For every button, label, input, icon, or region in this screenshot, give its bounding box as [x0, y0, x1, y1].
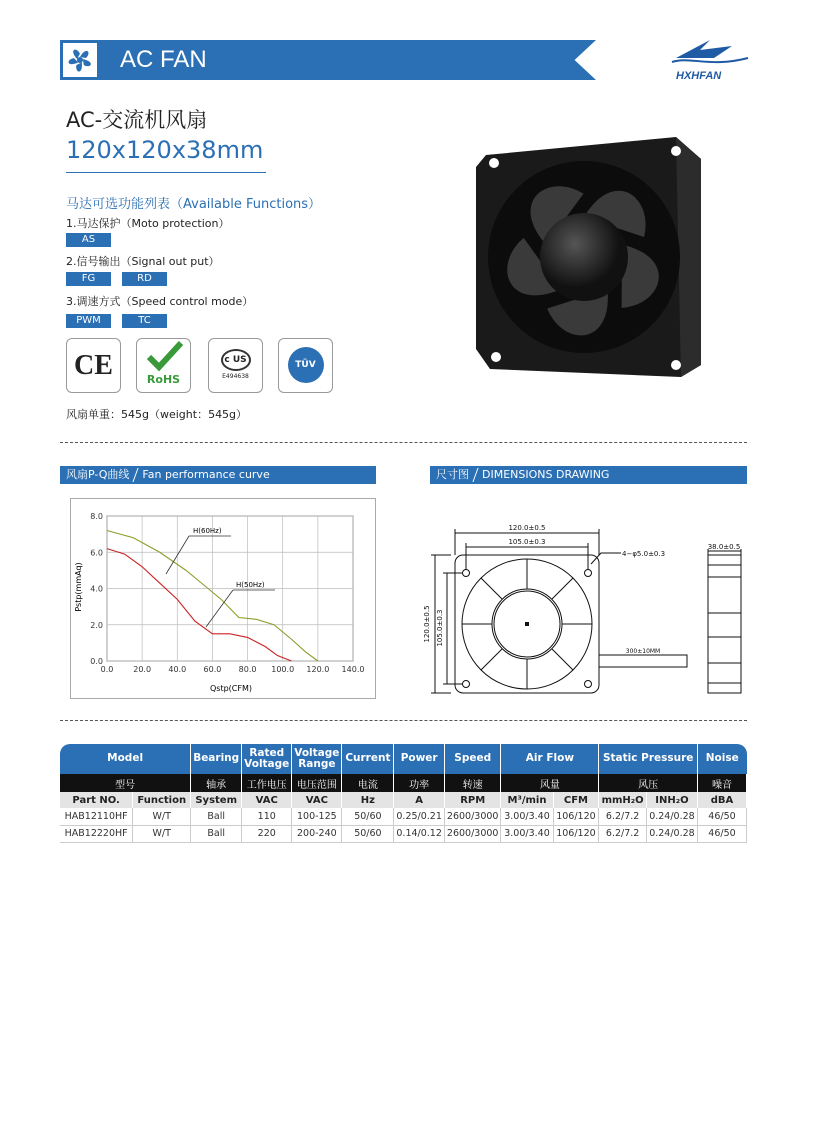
product-title: AC-交流机风扇: [66, 108, 208, 132]
th-cn-model: 型号: [60, 774, 191, 792]
dim-hole-pitch: 105.0±0.3: [508, 538, 546, 546]
functions-heading: 马达可选功能列表（Available Functions）: [66, 197, 322, 212]
table-cell: 106/120: [553, 808, 599, 825]
table-cell: W/T: [133, 808, 191, 825]
dim-height-pitch: 105.0±0.3: [436, 609, 444, 647]
table-cell: HAB12110HF: [60, 808, 133, 825]
table-header-cn-row: [60, 774, 747, 792]
th-cn-air-flow: 风量: [501, 774, 599, 792]
dims-section-en: DIMENSIONS DRAWING: [482, 468, 610, 481]
ce-mark-icon: [66, 338, 121, 393]
banner-title: AC FAN: [120, 46, 207, 73]
y-tick-label: 0.0: [90, 657, 103, 666]
th-air-flow: Air Flow: [501, 744, 599, 774]
product-size: 120x120x38mm: [66, 136, 264, 164]
section-divider-top: [60, 442, 747, 443]
table-units-row: [60, 792, 747, 808]
function-label-signal: 2.信号输出（Signal out put）: [66, 255, 220, 268]
x-tick-label: 0.0: [100, 665, 114, 674]
th-cn-speed: 转速: [444, 774, 501, 792]
table-cell: 3.00/3.40: [501, 825, 553, 842]
unit-part-no: Part NO.: [60, 792, 133, 808]
table-cell: 3.00/3.40: [501, 808, 553, 825]
fan-weight: 风扇单重：545g（weight：545g）: [66, 408, 248, 421]
ul-mark-text: c US: [221, 349, 251, 371]
fan-product-image: [476, 137, 701, 377]
y-tick-label: 2.0: [90, 620, 103, 630]
th-speed: Speed: [444, 744, 501, 774]
table-cell: 0.24/0.28: [646, 825, 697, 842]
dims-section-cn: 尺寸图: [436, 468, 469, 481]
table-cell: 100-125: [292, 808, 342, 825]
y-tick-label: 8.0: [90, 512, 103, 521]
th-voltage-range: Voltage Range: [292, 744, 342, 774]
unit-rated-vac: VAC: [242, 792, 292, 808]
unit-rpm: RPM: [444, 792, 501, 808]
table-header-row: [60, 744, 747, 774]
table-cell: 0.14/0.12: [394, 825, 445, 842]
table-cell: 220: [242, 825, 292, 842]
tuv-mark-icon: [278, 338, 333, 393]
table-cell: 2600/3000: [444, 825, 501, 842]
table-cell: W/T: [133, 825, 191, 842]
th-cn-noise: 噪音: [698, 774, 747, 792]
th-static-pressure: Static Pressure: [599, 744, 698, 774]
dim-cable: 300±10MM: [625, 648, 661, 655]
unit-dba: dBA: [698, 792, 747, 808]
unit-amp: A: [394, 792, 445, 808]
table-cell: 110: [242, 808, 292, 825]
rohs-mark-icon: [136, 338, 191, 393]
section-divider-bottom: [60, 720, 747, 721]
th-noise: Noise: [698, 744, 747, 774]
pq-chart-svg: [71, 499, 375, 698]
table-cell: 0.24/0.28: [646, 808, 697, 825]
th-cn-rated-voltage: 工作电压: [242, 774, 292, 792]
unit-function: Function: [133, 792, 191, 808]
x-tick-label: 80.0: [238, 665, 257, 674]
unit-system: System: [191, 792, 242, 808]
brand-name: HXHFAN: [676, 70, 722, 82]
x-tick-label: 100.0: [271, 665, 295, 674]
perf-section-en: Fan performance curve: [142, 468, 270, 481]
table-cell: 106/120: [553, 825, 599, 842]
dim-overall-height: 120.0±0.5: [423, 605, 431, 643]
table-cell: Ball: [191, 808, 242, 825]
table-cell: 46/50: [698, 825, 747, 842]
hub-center-mark: [525, 622, 529, 626]
unit-inh2o: INH₂O: [646, 792, 697, 808]
perf-section-cn: 风扇P-Q曲线: [66, 468, 130, 481]
unit-m3min: M³/min: [501, 792, 553, 808]
function-tag-as: AS: [66, 233, 111, 247]
th-bearing: Bearing: [191, 744, 242, 774]
function-tag-fg: FG: [66, 272, 111, 286]
th-power: Power: [394, 744, 445, 774]
table-cell: 50/60: [342, 825, 394, 842]
title-divider: [66, 172, 266, 173]
table-cell: 50/60: [342, 808, 394, 825]
table-cell: 0.25/0.21: [394, 808, 445, 825]
function-tag-pwm: PWM: [66, 314, 111, 328]
function-label-protection: 1.马达保护（Moto protection）: [66, 217, 230, 230]
dim-holes: 4−φ5.0±0.3: [622, 550, 666, 558]
table-cell: 46/50: [698, 808, 747, 825]
dims-section-header: [430, 466, 747, 484]
ul-mark-code: E494638: [222, 373, 249, 380]
x-tick-label: 40.0: [168, 665, 187, 674]
y-tick-label: 6.0: [90, 548, 103, 558]
dim-overall-width: 120.0±0.5: [508, 524, 546, 532]
chart-ylabel: Pstp(mmAq): [74, 562, 83, 612]
annotation-50hz-pointer: [206, 590, 233, 627]
th-cn-voltage-range: 电压范围: [292, 774, 342, 792]
pq-chart: [70, 498, 376, 699]
x-tick-label: 20.0: [133, 665, 152, 674]
table-row: [60, 825, 747, 842]
series-label-50hz: H(50Hz): [236, 581, 265, 589]
th-cn-current: 电流: [342, 774, 394, 792]
function-label-speed: 3.调速方式（Speed control mode）: [66, 295, 254, 308]
chart-xlabel: Qstp(CFM): [209, 684, 253, 693]
fan-logo-icon: [60, 40, 100, 80]
unit-cfm: CFM: [553, 792, 599, 808]
series-line-1: [107, 549, 292, 661]
table-cell: 2600/3000: [444, 808, 501, 825]
function-tag-rd: RD: [122, 272, 167, 286]
x-tick-label: 140.0: [341, 665, 365, 674]
table-row: [60, 808, 747, 825]
table-cell: 200-240: [292, 825, 342, 842]
dim-depth: 38.0±0.5: [707, 543, 741, 551]
th-cn-static-pressure: 风压: [599, 774, 698, 792]
ce-mark-text: CE: [74, 350, 113, 381]
y-tick-label: 4.0: [90, 584, 103, 594]
unit-mmh2o: mmH₂O: [599, 792, 647, 808]
dimensions-drawing: [415, 515, 755, 707]
x-tick-label: 60.0: [203, 665, 222, 674]
unit-range-vac: VAC: [292, 792, 342, 808]
th-current: Current: [342, 744, 394, 774]
spec-table: [60, 744, 747, 843]
function-tag-tc: TC: [122, 314, 167, 328]
table-cell: HAB12220HF: [60, 825, 133, 842]
x-tick-label: 120.0: [306, 665, 330, 674]
table-cell: 6.2/7.2: [599, 808, 647, 825]
table-cell: Ball: [191, 825, 242, 842]
unit-hz: Hz: [342, 792, 394, 808]
table-cell: 6.2/7.2: [599, 825, 647, 842]
th-cn-power: 功率: [394, 774, 445, 792]
th-model: Model: [60, 744, 191, 774]
tuv-mark-text: TÜV: [288, 347, 324, 383]
th-cn-bearing: 轴承: [191, 774, 242, 792]
perf-section-header: [60, 466, 376, 484]
th-rated-voltage: Rated Voltage: [242, 744, 292, 774]
series-label-60hz: H(60Hz): [193, 527, 222, 535]
ul-mark-icon: [208, 338, 263, 393]
rohs-mark-text: RoHS: [146, 373, 181, 386]
